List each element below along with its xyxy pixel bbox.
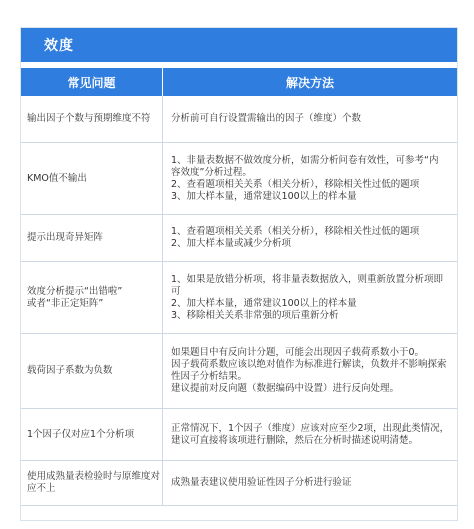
solution-cell bbox=[163, 143, 457, 214]
solution-text: 2、加大样本量或减少分析项 bbox=[171, 238, 292, 249]
problem-cell bbox=[21, 96, 163, 142]
table-row bbox=[21, 262, 457, 334]
table-row bbox=[21, 96, 457, 143]
solution-text: 容效度”分析过程。 bbox=[171, 166, 252, 178]
solution-cell bbox=[163, 409, 457, 460]
solution-cell bbox=[163, 461, 457, 505]
title-bar bbox=[21, 28, 457, 62]
solution-text: 3、加大样本量，通常建议100以上的样本量 bbox=[171, 190, 357, 202]
solution-text: 性因子分析结果。 bbox=[171, 371, 248, 382]
solution-text: 可 bbox=[171, 285, 181, 297]
solution-cell bbox=[163, 334, 457, 408]
problem-cell bbox=[21, 143, 163, 214]
problem-cell bbox=[21, 262, 163, 333]
problem-text: 效度分析提示“出错啦” bbox=[27, 285, 123, 297]
problem-cell bbox=[21, 215, 163, 261]
solution-cell bbox=[163, 262, 457, 333]
solution-cell bbox=[163, 215, 457, 261]
table-row bbox=[21, 461, 457, 506]
solution-text: 如果题目中有反向计分题，可能会出现因子载荷系数小于0。 bbox=[171, 347, 425, 358]
problem-text: 应不上 bbox=[27, 483, 56, 494]
solution-text: 1、如果是放错分析项，将非量表数据放入，则重新放置分析项即 bbox=[171, 273, 444, 285]
solution-text: 1、查看题项相关关系（相关分析），移除相关性过低的题项 bbox=[171, 226, 420, 237]
problem-cell bbox=[21, 461, 163, 505]
problem-text: KMO值不输出 bbox=[27, 172, 87, 184]
table-row bbox=[21, 215, 457, 262]
solution-text: 3、移除相关关系非常强的项后重新分析 bbox=[171, 309, 339, 321]
solution-text: 正常情况下，1个因子（维度）应该对应至少2项，出现此类情况， bbox=[171, 422, 450, 434]
solution-text: 成熟量表建议使用验证性因子分析进行验证 bbox=[171, 477, 352, 488]
solution-text: 分析前可自行设置需输出的因子（维度）个数 bbox=[171, 113, 362, 124]
table-body bbox=[21, 96, 457, 506]
problem-text: 1个因子仅对应1个分析项 bbox=[27, 428, 135, 440]
solution-text: 2、加大样本量，通常建议100以上的样本量 bbox=[171, 297, 357, 309]
effectiveness-card bbox=[20, 27, 458, 521]
table-row bbox=[21, 334, 457, 409]
problem-text: 载荷因子系数为负数 bbox=[27, 365, 113, 376]
solution-text: 2、查看题项相关关系（相关分析），移除相关性过低的题项 bbox=[171, 178, 420, 190]
solution-cell bbox=[163, 96, 457, 142]
problem-cell bbox=[21, 334, 163, 408]
solution-text: 1、非量表数据不做效度分析，如需分析问卷有效性，可参考“内 bbox=[171, 154, 439, 166]
header-solutions: 解决方法 bbox=[163, 68, 457, 96]
problem-cell bbox=[21, 409, 163, 460]
problem-text: 或者“非正定矩阵” bbox=[27, 297, 104, 309]
card-title: 效度 bbox=[44, 38, 74, 54]
problem-text: 使用成熟量表检验时与原维度对 bbox=[27, 471, 161, 482]
table-row bbox=[21, 409, 457, 461]
header-common-problems: 常见问题 bbox=[21, 68, 163, 96]
problem-text: 提示出现奇异矩阵 bbox=[27, 232, 104, 243]
solution-text: 建议可直接将该项进行删除，然后在分析时描述说明清楚。 bbox=[171, 434, 419, 446]
table-row bbox=[21, 143, 457, 215]
table-header bbox=[21, 68, 457, 96]
solution-text: 因子载荷系数应该以绝对值作为标准进行解读，负数并不影响探索 bbox=[171, 359, 447, 370]
problem-text: 输出因子个数与预期维度不符 bbox=[27, 113, 151, 124]
solution-text: 建议提前对反向题（数据编码中设置）进行反向处理。 bbox=[171, 383, 400, 394]
